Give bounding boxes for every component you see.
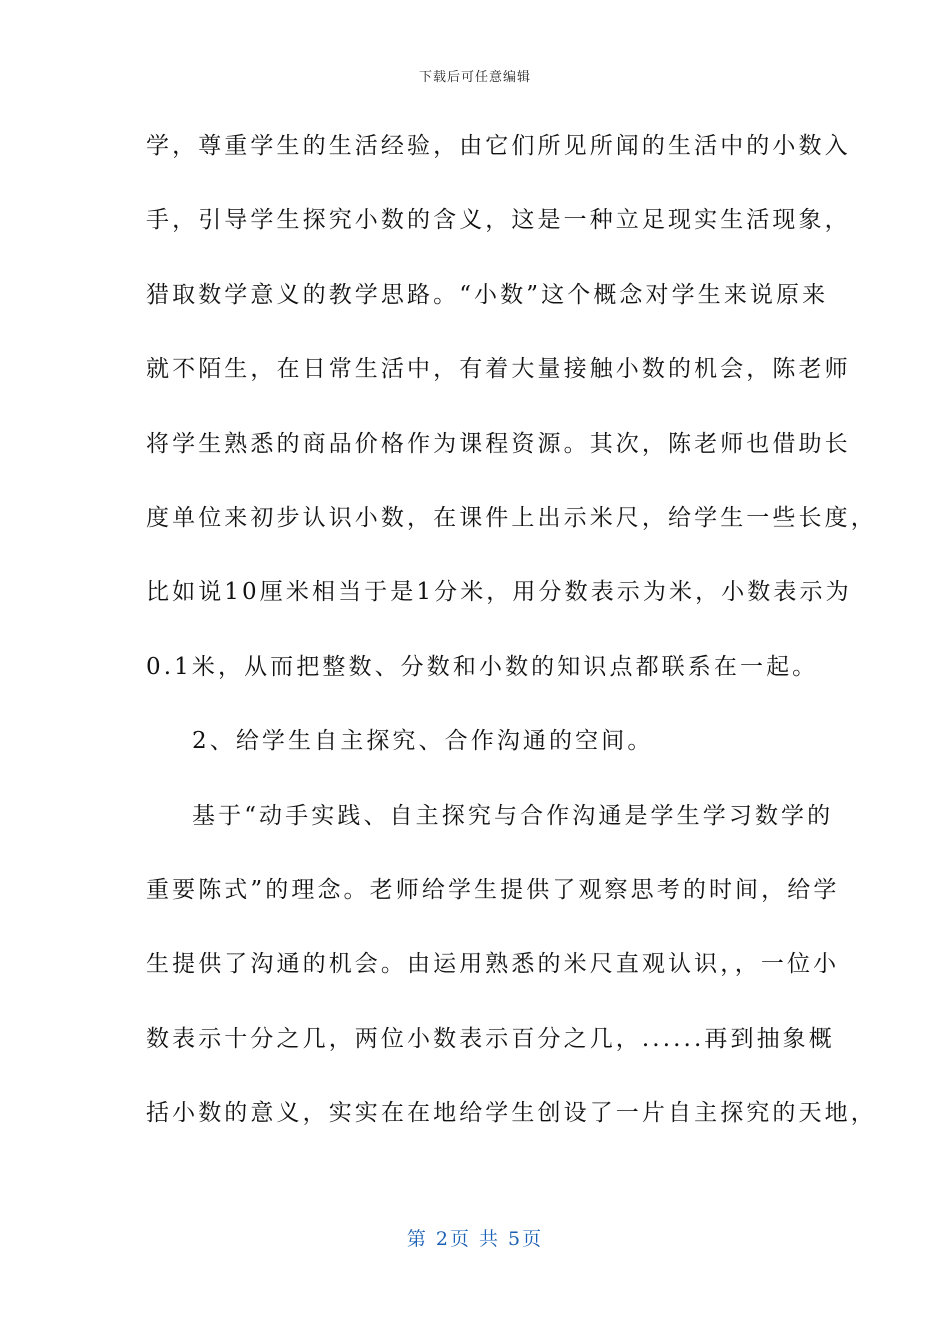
text-line: 猎取数学意义的教学思路。“小数”这个概念对学生来说原来 (146, 281, 829, 308)
page-header-note: 下载后可任意编辑 (418, 70, 531, 85)
text-line: 生提供了沟通的机会。由运用熟悉的米尺直观认识，，一位小 (146, 951, 840, 978)
text-line: 手，引导学生探究小数的含义，这是一种立足现实生活现象， (146, 207, 851, 234)
text-line: 度单位来初步认识小数，在课件上出示米尺，给学生一些长度， (146, 504, 877, 531)
paragraph-first-line: 基于“动手实践、自主探究与合作沟通是学生学习数学的 (192, 802, 834, 829)
text-line: 比如说10厘米相当于是1分米，用分数表示为米，小数表示为 (146, 579, 852, 606)
text-line: 括小数的意义，实实在在地给学生创设了一片自主探究的天地， (146, 1100, 877, 1127)
section-heading: 2、给学生自主探究、合作沟通的空间。 (192, 728, 654, 755)
text-line: 数表示十分之几，两位小数表示百分之几，......再到抽象概 (146, 1025, 835, 1052)
text-line: 0.1米，从而把整数、分数和小数的知识点都联系在一起。 (146, 653, 819, 680)
text-line: 学，尊重学生的生活经验，由它们所见所闻的生活中的小数入 (146, 133, 851, 159)
text-line: 重要陈式”的理念。老师给学生提供了观察思考的时间，给学 (146, 876, 840, 903)
body-text (146, 118, 877, 1159)
text-line: 就不陌生，在日常生活中，有着大量接触小数的机会，陈老师 (146, 356, 851, 383)
text-line: 将学生熟悉的商品价格作为课程资源。其次，陈老师也借助长 (146, 430, 851, 457)
page-number-footer: 第 2页 共 5页 (406, 1228, 544, 1250)
